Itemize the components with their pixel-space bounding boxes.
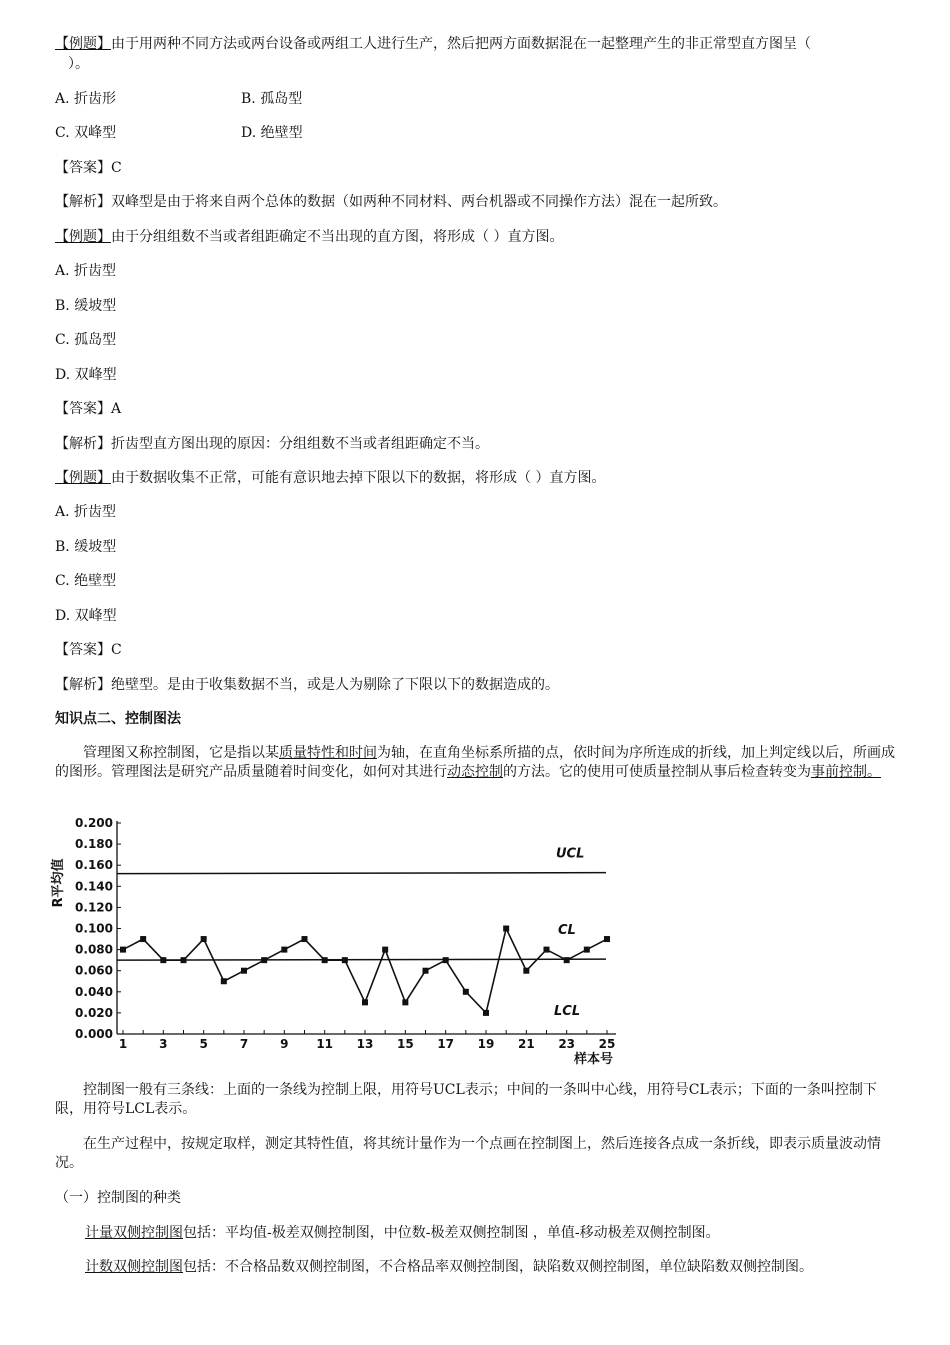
p1-text-a: 管理图又称控制图，它是指以某	[83, 745, 279, 761]
list-item-counting-text: 包括：不合格品数双侧控制图，不合格品率双侧控制图，缺陷数双侧控制图，单位缺陷数双侧控制图。	[183, 1259, 813, 1275]
cl-line	[117, 959, 606, 960]
data-point	[241, 968, 247, 974]
y-tick-label: 0.120	[75, 900, 113, 915]
x-tick-label: 19	[477, 1037, 495, 1051]
data-point	[523, 968, 529, 974]
q1-tag: 【例题】	[55, 36, 111, 52]
q1-option-row1	[55, 89, 303, 109]
q1-option-d: D. 绝壁型	[241, 125, 303, 141]
section-title: 知识点二、控制图法	[55, 711, 181, 727]
subsection-title: （一）控制图的种类	[55, 1190, 181, 1206]
ucl-line	[117, 873, 606, 874]
q3-option-a: A. 折齿型	[55, 504, 117, 520]
x-tick-label: 13	[356, 1037, 374, 1051]
list-item-metering	[85, 1223, 720, 1243]
q3-option-c: C. 绝壁型	[55, 573, 117, 589]
q2-analysis-text: 折齿型直方图出现的原因：分组组数不当或者组距确定不当。	[111, 436, 489, 452]
q1-option-a: A. 折齿形	[55, 91, 117, 107]
data-point	[382, 947, 388, 953]
data-point	[221, 978, 227, 984]
q1-stem-text: 由于用两种不同方法或两台设备或两组工人进行生产，然后把两方面数据混在一起整理产生的非正常型直方图呈（	[111, 36, 811, 52]
list-item-metering-text: 包括：平均值-极差双侧控制图，中位数-极差双侧控制图 ，单值-移动极差双侧控制图。	[183, 1225, 720, 1241]
q1-option-row2	[55, 123, 303, 143]
data-point	[463, 989, 469, 995]
y-tick-label: 0.180	[75, 837, 113, 852]
data-point	[140, 936, 146, 942]
q2-answer: 【答案】A	[55, 401, 122, 417]
q3-option-d: D. 双峰型	[55, 608, 117, 624]
q2-stem	[55, 227, 563, 247]
q2-option-a: A. 折齿型	[55, 263, 117, 279]
data-point	[443, 957, 449, 963]
q1-answer: 【答案】C	[55, 160, 122, 176]
cl-label: CL	[558, 923, 576, 938]
x-tick-label: 25	[598, 1037, 616, 1051]
data-point	[544, 947, 550, 953]
q3-tag: 【例题】	[55, 470, 111, 486]
data-point	[423, 968, 429, 974]
q1-option-b: B. 孤岛型	[241, 91, 303, 107]
q1-stem-line1	[55, 34, 811, 54]
q1-analysis-tag: 【解析】	[55, 194, 111, 210]
y-tick-label: 0.140	[75, 879, 113, 894]
x-tick-label: 21	[517, 1037, 535, 1051]
list-item-counting	[85, 1257, 813, 1277]
x-tick-label: 11	[316, 1037, 334, 1051]
q2-analysis	[55, 434, 489, 454]
q2-analysis-tag: 【解析】	[55, 436, 111, 452]
list-item-metering-term: 计量双侧控制图	[85, 1225, 183, 1241]
p1-underline-3: 事前控制。	[811, 764, 881, 780]
data-point	[362, 999, 368, 1005]
lcl-label: LCL	[554, 1004, 581, 1019]
y-tick-label: 0.000	[75, 1027, 113, 1041]
q2-stem-text: 由于分组组数不当或者组距确定不当出现的直方图，将形成（ ）直方图。	[111, 229, 564, 245]
q3-option-b: B. 缓坡型	[55, 539, 117, 555]
data-point	[564, 957, 570, 963]
q2-tag: 【例题】	[55, 229, 111, 245]
q1-analysis-text: 双峰型是由于将来自两个总体的数据（如两种不同材料、两台机器或不同操作方法）混在一起所致。	[111, 194, 727, 210]
data-point	[181, 957, 187, 963]
y-axis-label: R平均值	[51, 858, 66, 908]
q1-option-c: C. 双峰型	[55, 125, 117, 141]
x-tick-label: 15	[396, 1037, 414, 1051]
x-tick-label: 7	[239, 1037, 249, 1051]
data-point	[402, 999, 408, 1005]
data-point	[503, 926, 509, 932]
data-point	[342, 957, 348, 963]
y-tick-label: 0.160	[75, 858, 113, 873]
x-tick-label: 9	[280, 1037, 289, 1051]
y-tick-label: 0.040	[75, 984, 113, 999]
p1-text-c: 的方法。它的使用可使质量控制从事后检查转变为	[503, 764, 811, 780]
section-paragraph-3: 在生产过程中，按规定取样，测定其特性值，将其统计量作为一个点画在控制图上，然后连接各点成一条折线，即表示质量波动情况。	[55, 1136, 881, 1171]
q3-stem	[55, 468, 605, 488]
q2-option-d: D. 双峰型	[55, 367, 117, 383]
section-paragraph-2: 控制图一般有三条线：上面的一条线为控制上限，用符号UCL表示；中间的一条叫中心线，用符号CL表示；下面的一条叫控制下限，用符号LCL表示。	[55, 1082, 877, 1117]
y-tick-label: 0.200	[75, 816, 113, 830]
y-tick-label: 0.020	[75, 1005, 113, 1020]
section-paragraph-1	[55, 744, 897, 782]
data-point	[302, 936, 308, 942]
x-tick-label: 3	[159, 1037, 168, 1051]
q3-analysis	[55, 675, 559, 695]
x-axis-label: 样本号	[574, 1052, 614, 1067]
y-tick-label: 0.080	[75, 942, 113, 957]
data-point	[584, 947, 590, 953]
data-point	[322, 957, 328, 963]
y-tick-label: 0.100	[75, 921, 113, 936]
q1-analysis	[55, 192, 727, 212]
p1-underline-2: 动态控制	[447, 764, 503, 780]
data-point	[201, 936, 207, 942]
data-point	[604, 936, 610, 942]
q2-option-c: C. 孤岛型	[55, 332, 117, 348]
q3-stem-text: 由于数据收集不正常，可能有意识地去掉下限以下的数据，将形成（ ）直方图。	[111, 470, 606, 486]
q1-stem-line2: ）。	[68, 56, 89, 72]
data-point	[261, 957, 267, 963]
data-point	[281, 947, 287, 953]
x-tick-label: 17	[437, 1037, 455, 1051]
ucl-label: UCL	[556, 846, 585, 862]
x-tick-label: 23	[558, 1037, 576, 1051]
q3-answer: 【答案】C	[55, 642, 122, 658]
p1-text-b: 为轴，在直角坐标系所描的点，依时间为序所连成的折线，加上判定线以后，所画成的图形。管理图法是研究产品质量随着时间变化，如何对其进行	[55, 745, 895, 780]
x-tick-label: 5	[199, 1037, 208, 1051]
x-tick-label: 1	[118, 1037, 128, 1051]
data-point	[120, 947, 126, 953]
data-point	[160, 957, 166, 963]
data-point	[483, 1010, 489, 1016]
q3-analysis-text: 绝壁型。是由于收集数据不当，或是人为剔除了下限以下的数据造成的。	[111, 677, 559, 693]
control-chart	[50, 813, 625, 1068]
y-tick-label: 0.060	[75, 963, 113, 978]
q2-option-b: B. 缓坡型	[55, 298, 117, 314]
list-item-counting-term: 计数双侧控制图	[85, 1259, 183, 1275]
q3-analysis-tag: 【解析】	[55, 677, 111, 693]
p1-underline-1: 质量特性和时间	[279, 745, 377, 761]
